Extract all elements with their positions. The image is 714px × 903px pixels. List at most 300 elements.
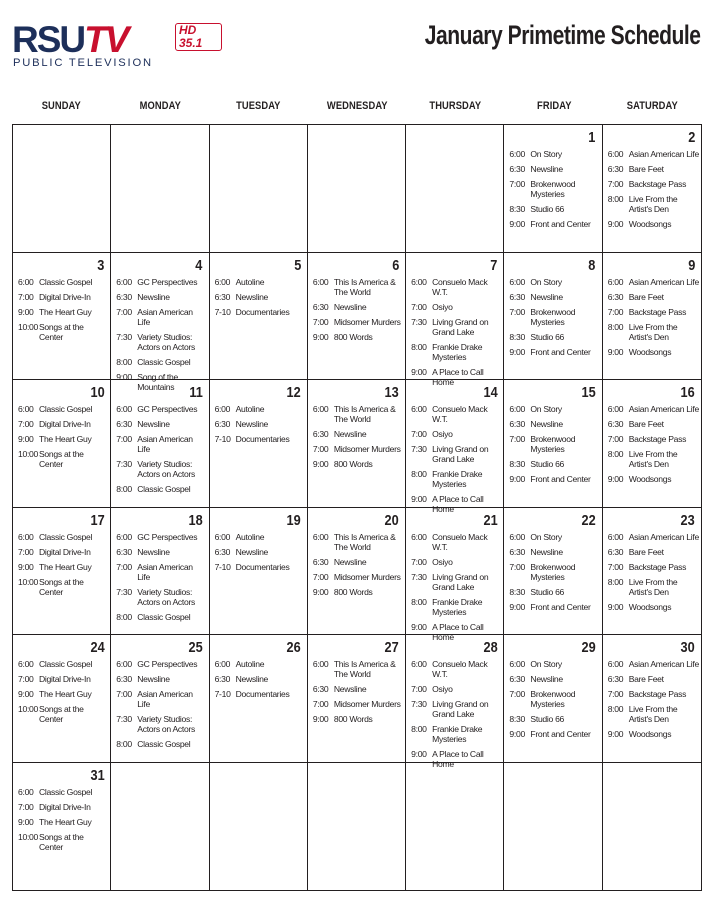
program-time: 6:00 (18, 786, 34, 797)
program-time: 6:30 (116, 674, 132, 684)
program-list (313, 659, 403, 729)
program-time: 10:00 (18, 576, 39, 587)
program-time: 7:00 (18, 674, 34, 684)
program-time: 6:00 (411, 659, 427, 669)
program-entry (18, 817, 108, 827)
program-title: Documentaries (235, 306, 290, 317)
program-entry (608, 419, 699, 429)
program-title: Studio 66 (530, 459, 565, 469)
program-title: Newsline (530, 164, 563, 174)
program-entry (18, 659, 108, 669)
program-entry (608, 307, 699, 317)
program-time: 9:00 (607, 729, 624, 739)
program-time: 6:30 (116, 419, 132, 429)
program-entry (313, 444, 403, 454)
program-time: 7:00 (312, 699, 329, 709)
program-title: Newsline (333, 429, 367, 439)
program-title: Brokenwood Mysteries (530, 179, 576, 199)
program-entry (509, 219, 599, 229)
program-entry (18, 322, 108, 342)
program-time: 6:00 (607, 531, 624, 542)
program-entry (509, 347, 599, 357)
program-time: 6:00 (411, 404, 427, 414)
program-time: 9:00 (18, 434, 34, 444)
program-title: Live From the Artist's Den (628, 194, 678, 214)
program-title: Asian American Life (628, 659, 699, 669)
program-entry (116, 307, 206, 327)
program-list (411, 277, 501, 392)
program-list (116, 659, 206, 754)
program-list (411, 532, 501, 647)
program-title: Variety Studios: Actors on Actors (137, 331, 196, 352)
program-title: Woodsongs (628, 219, 672, 229)
calendar-day-cell (111, 508, 209, 636)
program-list (509, 659, 599, 744)
program-entry (116, 587, 206, 607)
program-time: 6:30 (607, 164, 624, 174)
program-entry (116, 332, 206, 352)
calendar-day-cell (504, 508, 602, 636)
program-title: Newsline (530, 674, 563, 684)
program-title: Autoline (235, 659, 265, 669)
program-entry (509, 729, 599, 739)
calendar-day-cell (13, 380, 111, 508)
program-time: 7:30 (116, 586, 132, 597)
program-time: 6:30 (509, 419, 525, 429)
program-time: 9:00 (411, 366, 427, 377)
program-time: 6:30 (607, 291, 624, 302)
program-time: 6:30 (214, 674, 231, 684)
program-title: Variety Studios: Actors on Actors (137, 586, 196, 607)
program-entry (313, 684, 403, 694)
program-title: On Story (530, 531, 562, 542)
program-entry (411, 404, 501, 424)
program-entry (313, 404, 403, 424)
program-list (509, 532, 599, 617)
program-entry (608, 704, 699, 724)
program-entry (411, 659, 501, 679)
program-title: Consuelo Mack W.T. (432, 531, 488, 552)
program-entry (509, 332, 599, 342)
program-title: On Story (530, 149, 562, 159)
program-time: 7:30 (411, 571, 427, 582)
program-title: Bare Feet (628, 674, 664, 684)
program-entry (411, 317, 501, 337)
program-title: Asian American Life (628, 276, 699, 287)
program-time: 7:30 (116, 331, 132, 342)
program-list (509, 404, 599, 489)
calendar-day-cell (13, 635, 111, 763)
program-title: Midsomer Murders (333, 316, 401, 327)
program-title: A Place to Call Home (432, 494, 484, 514)
program-title: 800 Words (333, 459, 373, 469)
program-title: Osiyo (432, 429, 453, 439)
program-list (608, 659, 699, 744)
program-title: Studio 66 (530, 714, 565, 724)
program-time: 7:00 (312, 316, 329, 327)
program-entry (215, 307, 305, 317)
program-entry (215, 277, 305, 287)
program-title: This Is America & The World (333, 404, 396, 424)
program-title: Classic Gospel (137, 611, 191, 622)
program-title: Consuelo Mack W.T. (432, 659, 488, 679)
program-list (18, 404, 108, 474)
program-time: 6:30 (312, 301, 329, 312)
program-title: Documentaries (235, 434, 290, 444)
program-title: GC Perspectives (137, 276, 198, 287)
day-number: 3 (97, 256, 105, 274)
program-time: 6:30 (607, 419, 624, 429)
program-time: 7:00 (607, 561, 624, 572)
program-time: 6:30 (312, 556, 329, 567)
program-title: The Heart Guy (39, 816, 92, 827)
day-number: 16 (680, 384, 695, 401)
program-list (18, 532, 108, 602)
program-time: 6:00 (214, 404, 231, 414)
program-title: Brokenwood Mysteries (530, 306, 576, 327)
program-time: 6:30 (509, 546, 525, 557)
program-entry (313, 532, 403, 552)
program-title: A Place to Call Home (432, 621, 484, 642)
program-time: 7:00 (312, 444, 329, 454)
program-title: Front and Center (530, 729, 591, 739)
program-entry (411, 684, 501, 694)
logo-rsu-text: RSU (12, 19, 85, 60)
program-time: 7:00 (116, 306, 132, 317)
program-title: On Story (530, 276, 562, 287)
program-title: Variety Studios: Actors on Actors (137, 459, 196, 479)
program-title: Newsline (530, 546, 563, 557)
program-entry (116, 532, 206, 542)
program-entry (509, 714, 599, 724)
program-entry (313, 659, 403, 679)
program-entry (313, 459, 403, 469)
program-entry (116, 357, 206, 367)
program-time: 8:00 (411, 469, 427, 479)
program-time: 7:30 (116, 459, 132, 469)
program-title: Digital Drive-In (39, 674, 91, 684)
program-title: Backstage Pass (628, 561, 687, 572)
program-title: Front and Center (530, 219, 591, 229)
program-time: 8:30 (509, 331, 525, 342)
program-time: 6:00 (509, 276, 525, 287)
day-number: 9 (687, 256, 695, 274)
program-time: 9:00 (312, 586, 329, 597)
calendar-day-cell (603, 508, 701, 636)
program-title: A Place to Call Home (432, 749, 484, 769)
program-title: Brokenwood Mysteries (530, 689, 576, 709)
program-title: Classic Gospel (39, 404, 93, 414)
program-entry (608, 149, 699, 159)
program-time: 8:30 (509, 459, 525, 469)
program-title: Asian American Life (137, 306, 193, 327)
program-title: Living Grand on Grand Lake (432, 444, 489, 464)
program-entry (116, 612, 206, 622)
program-time: 7:00 (116, 434, 132, 444)
program-time: 9:00 (607, 601, 624, 612)
calendar-day-cell (13, 253, 111, 381)
program-title: The Heart Guy (39, 689, 92, 699)
program-entry (18, 404, 108, 414)
program-time: 6:00 (411, 531, 427, 542)
program-entry (18, 832, 108, 852)
program-entry (608, 347, 699, 357)
program-time: 7:30 (116, 714, 132, 724)
program-list (215, 404, 305, 449)
program-time: 8:00 (607, 449, 624, 459)
program-list (116, 532, 206, 627)
program-entry (116, 419, 206, 429)
program-time: 6:30 (509, 164, 525, 174)
program-title: A Place to Call Home (432, 366, 484, 387)
program-entry (608, 277, 699, 287)
calendar-day-cell (603, 253, 701, 381)
program-list (608, 532, 699, 617)
program-title: Studio 66 (530, 331, 565, 342)
program-title: Classic Gospel (39, 531, 93, 542)
program-time: 7:00 (411, 301, 427, 312)
program-time: 7:00 (509, 306, 525, 317)
program-entry (215, 404, 305, 414)
program-time: 6:00 (116, 531, 132, 542)
program-time: 9:00 (509, 729, 525, 739)
program-time: 7:00 (18, 546, 34, 557)
program-title: Newsline (137, 546, 170, 557)
program-title: Songs at the Center (39, 576, 84, 597)
program-title: Woodsongs (628, 346, 672, 357)
program-time: 8:00 (116, 484, 132, 494)
program-time: 8:30 (509, 204, 525, 214)
program-entry (608, 689, 699, 699)
logo-subtitle: PUBLIC TELEVISION (13, 57, 153, 69)
program-entry (215, 562, 305, 572)
program-time: 6:00 (607, 659, 624, 669)
day-number: 23 (680, 511, 695, 529)
program-entry (509, 587, 599, 597)
day-number: 28 (483, 639, 498, 656)
day-number: 10 (90, 384, 105, 401)
program-entry (18, 307, 108, 317)
program-entry (313, 302, 403, 312)
program-entry (116, 277, 206, 287)
program-entry (411, 302, 501, 312)
calendar-day-cell (603, 380, 701, 508)
program-title: Classic Gospel (39, 659, 93, 669)
program-title: Newsline (235, 674, 269, 684)
program-list (18, 659, 108, 729)
program-time: 6:00 (411, 276, 427, 287)
program-time: 9:00 (607, 474, 624, 484)
program-entry (116, 484, 206, 494)
program-entry (608, 602, 699, 612)
program-entry (411, 557, 501, 567)
calendar-day-cell (406, 763, 504, 891)
program-title: 800 Words (333, 586, 373, 597)
program-title: Asian American Life (628, 531, 699, 542)
program-title: Frankie Drake Mysteries (432, 341, 483, 362)
weekday-friday: FRIDAY (536, 100, 572, 112)
program-time: 8:00 (411, 596, 427, 607)
program-list (18, 787, 108, 857)
program-title: Newsline (235, 546, 269, 557)
calendar-day-cell (603, 125, 701, 253)
program-entry (116, 292, 206, 302)
program-entry (608, 532, 699, 542)
program-title: Bare Feet (628, 291, 664, 302)
program-title: Digital Drive-In (39, 419, 91, 429)
program-entry (608, 474, 699, 484)
program-time: 8:30 (509, 586, 525, 597)
program-title: The Heart Guy (39, 434, 92, 444)
day-number: 29 (581, 639, 596, 656)
program-title: This Is America & The World (333, 531, 396, 552)
program-entry (411, 532, 501, 552)
program-title: Documentaries (235, 689, 290, 699)
program-title: Frankie Drake Mysteries (432, 469, 483, 489)
program-entry (411, 469, 501, 489)
program-title: 800 Words (333, 714, 373, 724)
program-time: 6:00 (509, 404, 525, 414)
program-list (313, 277, 403, 347)
program-time: 6:30 (312, 684, 329, 694)
program-entry (116, 562, 206, 582)
program-title: Classic Gospel (137, 739, 191, 749)
calendar-day-cell (111, 635, 209, 763)
calendar-day-cell (308, 125, 406, 253)
program-entry (509, 164, 599, 174)
weekday-tuesday: TUESDAY (236, 100, 281, 112)
program-entry (411, 277, 501, 297)
program-time: 6:30 (116, 291, 132, 302)
program-entry (18, 689, 108, 699)
program-time: 6:30 (509, 291, 525, 302)
program-time: 9:00 (509, 219, 525, 229)
program-list (608, 404, 699, 489)
program-list (509, 149, 599, 234)
program-title: Classic Gospel (137, 484, 191, 494)
program-title: Backstage Pass (628, 306, 687, 317)
program-title: Osiyo (432, 684, 453, 694)
program-entry (18, 434, 108, 444)
program-time: 8:00 (116, 356, 132, 367)
program-time: 6:30 (509, 674, 525, 684)
program-list (116, 277, 206, 397)
program-title: Studio 66 (530, 586, 565, 597)
program-title: Asian American Life (628, 404, 699, 414)
calendar-day-cell (210, 380, 308, 508)
program-entry (509, 404, 599, 414)
program-title: Asian American Life (628, 149, 699, 159)
day-number: 4 (195, 256, 203, 274)
program-entry (608, 577, 699, 597)
program-entry (608, 674, 699, 684)
program-title: Autoline (235, 531, 265, 542)
program-title: Brokenwood Mysteries (530, 434, 576, 454)
program-time: 6:30 (214, 546, 231, 557)
program-entry (116, 434, 206, 454)
program-entry (116, 689, 206, 709)
calendar-day-cell (111, 253, 209, 392)
program-title: Front and Center (530, 474, 591, 484)
program-time: 6:00 (18, 276, 34, 287)
program-entry (509, 674, 599, 684)
program-title: Digital Drive-In (39, 801, 91, 812)
program-title: Newsline (235, 419, 269, 429)
program-time: 7:00 (607, 306, 624, 317)
day-number: 17 (90, 511, 105, 529)
day-number: 31 (90, 766, 105, 784)
program-time: 8:30 (509, 714, 525, 724)
weekday-header-row (12, 100, 702, 112)
program-time: 6:00 (18, 659, 34, 669)
day-number: 22 (581, 511, 596, 529)
program-title: Osiyo (432, 556, 453, 567)
logo-wordmark (12, 19, 128, 60)
program-title: On Story (530, 404, 562, 414)
program-title: Variety Studios: Actors on Actors (137, 714, 196, 734)
program-entry (509, 179, 599, 199)
program-time: 9:00 (18, 689, 34, 699)
program-entry (116, 404, 206, 414)
program-title: This Is America & The World (333, 659, 396, 679)
program-time: 6:00 (312, 531, 329, 542)
program-time: 7:00 (116, 561, 132, 572)
program-entry (215, 434, 305, 444)
weekday-thursday: THURSDAY (429, 100, 482, 112)
program-entry (608, 164, 699, 174)
program-time: 7-10 (214, 561, 231, 572)
day-number: 21 (483, 511, 498, 529)
calendar-day-cell (406, 125, 504, 253)
program-title: Frankie Drake Mysteries (432, 596, 483, 617)
program-time: 6:00 (509, 659, 525, 669)
program-title: Songs at the Center (39, 704, 84, 724)
calendar-day-cell (504, 763, 602, 891)
program-time: 8:00 (607, 194, 624, 204)
program-title: The Heart Guy (39, 561, 92, 572)
program-entry (509, 434, 599, 454)
program-time: 6:00 (116, 404, 132, 414)
program-title: GC Perspectives (137, 404, 198, 414)
program-time: 6:30 (214, 291, 231, 302)
program-title: Consuelo Mack W.T. (432, 276, 488, 297)
program-list (18, 277, 108, 347)
day-number: 14 (483, 384, 498, 401)
program-list (608, 149, 699, 234)
calendar-day-cell (210, 508, 308, 636)
program-title: Studio 66 (530, 204, 565, 214)
program-entry (411, 444, 501, 464)
program-time: 7:00 (607, 434, 624, 444)
program-time: 6:00 (607, 149, 624, 159)
program-time: 7:00 (18, 419, 34, 429)
program-title: Bare Feet (628, 419, 664, 429)
program-entry (18, 532, 108, 542)
program-title: Living Grand on Grand Lake (432, 699, 489, 719)
calendar-day-cell (308, 635, 406, 763)
program-title: Songs at the Center (39, 449, 84, 469)
day-number: 12 (286, 384, 301, 401)
calendar-day-cell (504, 380, 602, 508)
program-entry (116, 459, 206, 479)
program-time: 6:00 (607, 276, 624, 287)
day-number: 26 (286, 639, 301, 656)
program-entry (509, 474, 599, 484)
program-entry (215, 659, 305, 669)
program-entry (509, 689, 599, 709)
program-time: 8:00 (607, 576, 624, 587)
program-title: Asian American Life (137, 689, 193, 709)
